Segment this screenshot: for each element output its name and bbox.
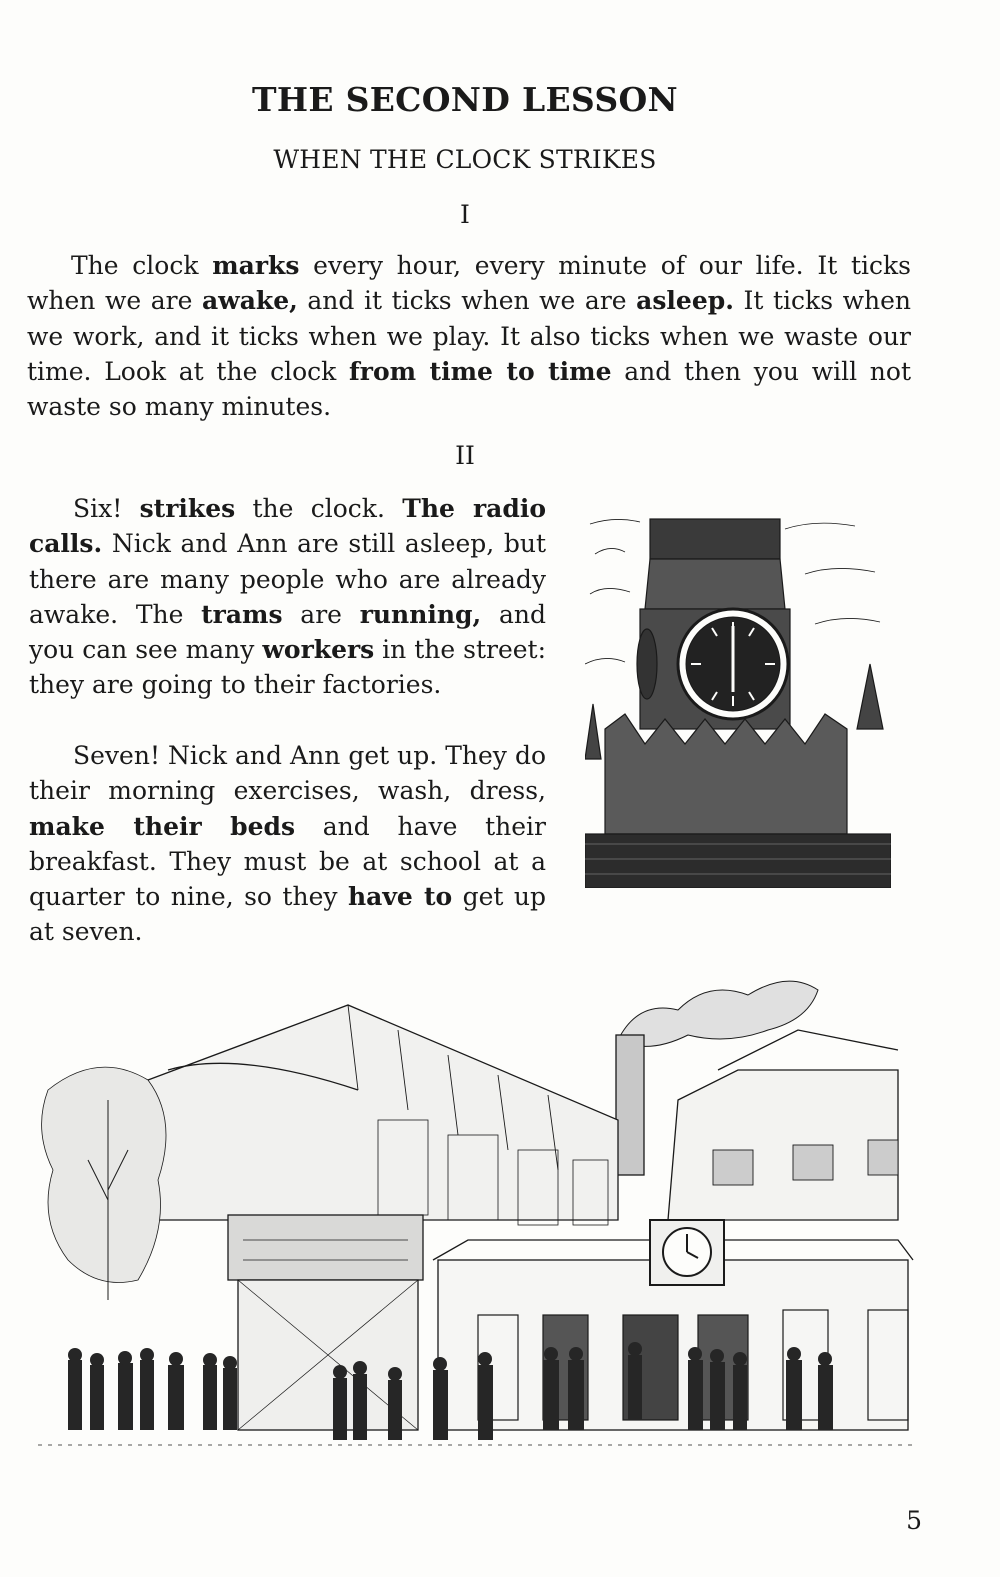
bold-term: workers	[262, 635, 375, 665]
bold-term: marks	[212, 251, 300, 280]
paragraph-part1	[27, 248, 911, 424]
text-run: Seven! Nick and Ann get up. They do their morning exercises, wash, dress,	[29, 741, 546, 806]
paragraph-seven-oclock	[29, 738, 546, 950]
part-numeral-2: II	[455, 441, 475, 470]
text-run: the clock.	[235, 494, 403, 523]
text-run: Six!	[73, 494, 140, 523]
lesson-title: THE SECOND LESSON	[252, 80, 678, 119]
text-run: It ticks when we work, and it ticks when we play. It also ticks when we waste our time. Look at the clock	[27, 286, 911, 386]
text-run: and it ticks when we are	[297, 286, 637, 316]
section-title: WHEN THE CLOCK STRIKES	[273, 145, 657, 174]
text-run: every hour, every minute of our life. It ticks when we are	[27, 251, 911, 316]
bold-term: strikes	[139, 494, 236, 523]
text-run: in the street: they are going to their factories.	[29, 635, 547, 700]
text-run: The clock	[71, 251, 213, 280]
bold-term: The radio calls.	[29, 494, 546, 559]
text-run: Nick and Ann are still asleep, but there are many people who are already awake. The	[29, 529, 546, 629]
text-run: are	[282, 599, 360, 629]
text-run: and have their breakfast. They must be at school at a quarter to nine, so they	[29, 811, 546, 912]
factory-gate-illustration	[38, 960, 918, 1480]
bold-term: make their beds	[29, 811, 296, 841]
bold-term: awake,	[201, 286, 298, 316]
bold-term: running,	[359, 599, 482, 629]
bold-term: from time to time	[349, 356, 612, 386]
text-run: get up at seven.	[29, 882, 546, 947]
bold-term: asleep.	[636, 286, 734, 316]
text-run: and then you will not waste so many minutes.	[27, 356, 911, 422]
page-number: 5	[906, 1506, 922, 1535]
bold-term: have to	[347, 882, 453, 912]
clock-tower-illustration	[585, 514, 891, 888]
part-numeral-1: I	[460, 200, 470, 229]
bold-term: trams	[201, 599, 283, 629]
paragraph-six-oclock	[29, 491, 546, 703]
text-run: and you can see many	[29, 599, 546, 665]
